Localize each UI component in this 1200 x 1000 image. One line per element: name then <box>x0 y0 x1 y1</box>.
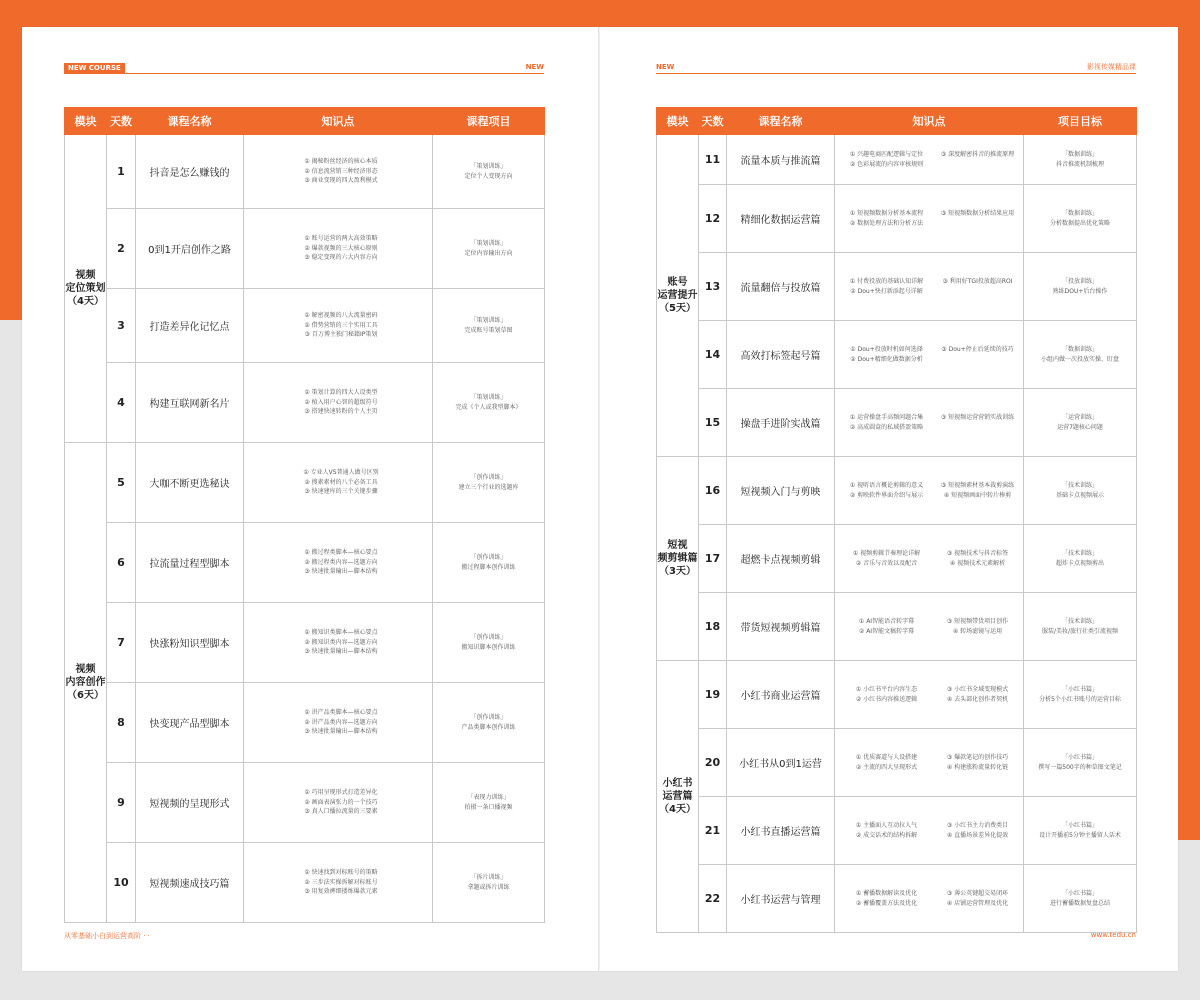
project-cell <box>1024 797 1137 865</box>
project-line: 「策划训练」 <box>470 316 507 324</box>
course-name-cell: 抖音是怎么赚钱的 <box>136 135 244 209</box>
knowledge-point: ④ 直播场景差异化提效 <box>946 831 1009 839</box>
project-line: 「小红书篇」 <box>1061 821 1098 829</box>
header-new-label: NEW <box>525 63 544 71</box>
module-cell <box>65 135 107 443</box>
column-header: 天数 <box>107 108 136 135</box>
knowledge-point: ② 爆款视频的三大核心原则 <box>304 244 378 252</box>
knowledge-point: ③ 利用好TGI投放超高ROI <box>942 278 1013 285</box>
knowledge-points-cell <box>244 523 433 603</box>
day-cell: 11 <box>699 135 727 185</box>
project-line: 「创作训练」 <box>470 633 507 641</box>
day-cell: 7 <box>107 603 136 683</box>
project-line: 「数据训练」 <box>1061 345 1098 353</box>
knowledge-points-cell <box>835 389 1024 457</box>
project-cell <box>1024 457 1137 525</box>
knowledge-point: ① 策划计算的四大人设类型 <box>304 389 378 397</box>
course-name-cell: 精细化数据运营篇 <box>727 185 835 253</box>
day-cell: 20 <box>699 729 727 797</box>
project-line: 完成账号策划草图 <box>464 326 513 334</box>
course-name-cell: 短视频入门与剪映 <box>727 457 835 525</box>
knowledge-points-cell <box>244 443 433 523</box>
project-line: 「数据训练」 <box>1061 150 1098 158</box>
project-line: 「技术训练」 <box>1061 549 1098 557</box>
knowledge-point: ② 信息流营销三种经济形态 <box>304 167 378 175</box>
knowledge-point: ③ 薄公英键超交易闭环 <box>946 890 1009 897</box>
project-cell <box>433 209 545 289</box>
knowledge-points-cell <box>835 253 1024 321</box>
day-cell: 9 <box>107 763 136 843</box>
table-row <box>65 603 545 683</box>
project-line: 服装/美妆/旅行社类引流视频 <box>1041 627 1119 635</box>
day-cell: 16 <box>699 457 727 525</box>
day-cell: 3 <box>107 289 136 363</box>
project-line: 基础卡点视频展示 <box>1055 491 1104 499</box>
knowledge-point: ② Dou+快打新添起号详解 <box>850 287 923 295</box>
table-row <box>657 865 1137 933</box>
project-line: 「创作训练」 <box>470 713 507 721</box>
project-cell <box>433 289 545 363</box>
table-header-row <box>657 108 1137 135</box>
module-name: 视频 定位策划 （4天） <box>65 270 106 307</box>
project-line: 「小红书篇」 <box>1061 889 1098 897</box>
header-new-label: NEW <box>656 63 675 71</box>
course-name-cell: 拉流量过程型脚本 <box>136 523 244 603</box>
course-name-cell: 小红书直播运营篇 <box>727 797 835 865</box>
knowledge-point: ③ Dou+停止后延续的技巧 <box>941 346 1014 353</box>
column-header: 模块 <box>65 108 107 135</box>
course-name-cell: 小红书运营与管理 <box>727 865 835 933</box>
project-cell <box>433 763 545 843</box>
project-line: 「拆片训练」 <box>470 873 507 881</box>
project-cell <box>1024 253 1137 321</box>
table-row <box>65 523 545 603</box>
project-line: 建立三个行业的选题库 <box>458 483 519 491</box>
knowledge-point: ① 专业人VS普通人做号区别 <box>303 469 379 477</box>
project-line: 「策划训练」 <box>470 393 507 401</box>
knowledge-point: ② 高成圆盒的私域搭盈策略 <box>849 423 924 431</box>
column-header: 模块 <box>657 108 699 135</box>
left-header <box>64 63 544 74</box>
project-line: 「投放训练」 <box>1061 277 1098 285</box>
project-line: 搬知识脚本创作训练 <box>461 643 516 651</box>
project-line: 「策划训练」 <box>470 239 507 247</box>
knowledge-point: ③ 短视频带货项目创作 <box>946 618 1009 625</box>
right-page <box>600 27 1178 971</box>
project-line: 完成《个人或我型脚本》 <box>455 403 522 411</box>
knowledge-point: ① 视频剪辑节奏理论详解 <box>852 550 921 557</box>
knowledge-point: ① 小红书平台内容生态 <box>855 686 918 693</box>
knowledge-point: ① 付费投放的基础认知详解 <box>849 278 924 285</box>
project-line: 「策划训练」 <box>470 162 507 170</box>
project-cell <box>433 523 545 603</box>
table-row <box>657 457 1137 525</box>
project-line: 「数据训练」 <box>1061 209 1098 217</box>
project-line: 「创作训练」 <box>470 553 507 561</box>
knowledge-point: ③ 快速建库的三个关键步骤 <box>304 488 378 496</box>
module-cell <box>657 135 699 457</box>
day-cell: 14 <box>699 321 727 389</box>
column-header: 课程名称 <box>136 108 244 135</box>
course-name-cell: 操盘手进阶实战篇 <box>727 389 835 457</box>
course-name-cell: 快涨粉知识型脚本 <box>136 603 244 683</box>
left-course-table <box>64 107 545 923</box>
project-cell <box>1024 865 1137 933</box>
knowledge-point: ③ 用复效裤细搂炼爆款元素 <box>304 888 378 896</box>
knowledge-point: ② 色彩展流的内容审核规则 <box>849 160 924 168</box>
knowledge-point <box>932 355 1023 365</box>
knowledge-point: ③ 真人口播拉流量的三要素 <box>304 808 378 816</box>
module-name: 短视 频剪辑篇 （3天） <box>657 540 698 577</box>
knowledge-point: ② 讲产品类内容—选题方向 <box>304 718 378 726</box>
table-row <box>657 389 1137 457</box>
knowledge-point: ① 讲产品类脚本—核心要点 <box>304 709 378 717</box>
knowledge-point <box>932 160 1023 170</box>
knowledge-point: ③ 短视频运营营销实战训练 <box>940 414 1015 421</box>
project-line: 超炸卡点视频剪出 <box>1055 559 1104 567</box>
knowledge-points-cell <box>835 865 1024 933</box>
knowledge-points-cell <box>244 209 433 289</box>
knowledge-point: ④ 转场滤镜与运用 <box>952 627 1003 635</box>
column-header: 项目目标 <box>1024 108 1137 135</box>
knowledge-point: ③ 深度解密抖音的推流原理 <box>940 151 1015 158</box>
knowledge-point: ④ 视频技术元素解析 <box>949 559 1006 567</box>
knowledge-point: ① 运营操盘手高频问题合集 <box>849 414 924 421</box>
knowledge-point: ③ 百万博主独门秘籍IP策划 <box>304 331 378 339</box>
knowledge-point: ② 成交话术的结构拆解 <box>855 831 918 839</box>
knowledge-points-cell <box>835 185 1024 253</box>
project-cell <box>433 683 545 763</box>
knowledge-point: ② 音乐与音效以及配音 <box>855 559 918 567</box>
day-cell: 2 <box>107 209 136 289</box>
project-line: 搬过程脚本创作训练 <box>461 563 516 571</box>
project-cell <box>1024 729 1137 797</box>
project-cell <box>1024 525 1137 593</box>
knowledge-point: ② 搬知识类内容—选题方向 <box>304 638 378 646</box>
table-header-row <box>65 108 545 135</box>
project-line: 定位内容输出方向 <box>464 249 513 257</box>
project-line: 「小红书篇」 <box>1061 685 1098 693</box>
project-line: 「技术训练」 <box>1061 481 1098 489</box>
project-line: 产品类脚本创作训练 <box>461 723 516 731</box>
project-cell <box>433 603 545 683</box>
project-line: 拍摄一条口播视频 <box>464 803 513 811</box>
day-cell: 21 <box>699 797 727 865</box>
knowledge-point: ② 搜素素材的八个必备工具 <box>304 478 378 486</box>
knowledge-point: ① 揭秘粉丝经济的核心本质 <box>304 158 378 166</box>
project-cell <box>1024 135 1137 185</box>
project-cell <box>433 363 545 443</box>
table-row <box>65 763 545 843</box>
course-name-cell: 大咖不断更选秘诀 <box>136 443 244 523</box>
knowledge-points-cell <box>244 289 433 363</box>
table-row <box>65 443 545 523</box>
table-row <box>65 363 545 443</box>
day-cell: 18 <box>699 593 727 661</box>
project-line: 运营7题核心问题 <box>1057 423 1103 431</box>
knowledge-point: ③ 商业变现的四大盈利模式 <box>304 177 378 185</box>
knowledge-point: ③ 爆款笔记的创作技巧 <box>946 754 1009 761</box>
table-row <box>65 843 545 923</box>
knowledge-point: ② AI智能文稿转字幕 <box>858 627 915 635</box>
knowledge-point: ② 剪映软件界面介绍与展示 <box>849 491 924 499</box>
course-name-cell: 打造差异化记忆点 <box>136 289 244 363</box>
module-name: 账号 运营提升 （5天） <box>657 277 698 314</box>
knowledge-point: ④ 店铺运营管理及优化 <box>946 899 1009 907</box>
knowledge-points-cell <box>244 603 433 683</box>
table-row <box>657 525 1137 593</box>
knowledge-point: ③ 快速批量输出—脚本结构 <box>304 648 378 656</box>
project-line: 定位个人变现方向 <box>464 172 513 180</box>
day-cell: 6 <box>107 523 136 603</box>
project-cell <box>1024 389 1137 457</box>
module-cell <box>657 661 699 933</box>
course-name-cell: 构建互联网新名片 <box>136 363 244 443</box>
knowledge-point: ② 借势营销的三个实用工具 <box>304 321 378 329</box>
course-name-cell: 超燃卡点视频剪辑 <box>727 525 835 593</box>
project-cell <box>1024 321 1137 389</box>
course-name-cell: 高效打标签起号篇 <box>727 321 835 389</box>
table-row <box>65 135 545 209</box>
module-cell <box>65 443 107 923</box>
table-row <box>657 185 1137 253</box>
project-cell <box>433 843 545 923</box>
knowledge-point: ④ 构建涨粉流量转化链 <box>946 763 1009 771</box>
table-row <box>657 321 1137 389</box>
column-header: 课程项目 <box>433 108 545 135</box>
knowledge-point: ① Dou+投放时机如何选择 <box>850 346 923 353</box>
knowledge-point: ② 植入用户心智的超级符号 <box>304 398 378 406</box>
table-row <box>657 797 1137 865</box>
knowledge-points-cell <box>835 457 1024 525</box>
knowledge-point <box>932 219 1023 229</box>
knowledge-points-cell <box>244 683 433 763</box>
knowledge-point: ③ 短视频素材基本裁剪演练 <box>940 482 1015 489</box>
project-line: 设计开播前5分钟主播留人话术 <box>1039 831 1121 839</box>
project-line: 进行蓄播数据复盘总结 <box>1049 899 1110 907</box>
knowledge-point: ② 画面表演张力的一个技巧 <box>304 798 378 806</box>
knowledge-point: ③ 快速批量输出—脚本结构 <box>304 568 378 576</box>
project-line: 拿题或拆片训练 <box>467 883 510 891</box>
header-course-label: 影视传媒精品课 <box>1087 63 1136 71</box>
knowledge-point: ① AI智能语音转字幕 <box>858 618 915 625</box>
knowledge-point: ② 蓄播覆盖方法及优化 <box>855 899 918 907</box>
table-row <box>657 593 1137 661</box>
knowledge-points-cell <box>244 763 433 843</box>
knowledge-point: ① 蓄播数据解读及优化 <box>855 890 918 897</box>
project-cell <box>433 443 545 523</box>
column-header: 课程名称 <box>727 108 835 135</box>
module-cell <box>657 457 699 661</box>
day-cell: 5 <box>107 443 136 523</box>
table-row <box>657 729 1137 797</box>
day-cell: 8 <box>107 683 136 763</box>
course-name-cell: 0到1开启创作之路 <box>136 209 244 289</box>
knowledge-point: ④ 短视频画面中转片棒剪 <box>943 491 1012 499</box>
course-name-cell: 带货短视频剪辑篇 <box>727 593 835 661</box>
day-cell: 19 <box>699 661 727 729</box>
project-line: 「技术训练」 <box>1061 617 1098 625</box>
knowledge-point: ① 账号运营的两大高效策略 <box>304 235 378 243</box>
course-name-cell: 短视频速成技巧篇 <box>136 843 244 923</box>
knowledge-point: ① 优质赛道与人设搭建 <box>855 754 918 761</box>
knowledge-point: ② 小红书内容推送逻辑 <box>855 695 918 703</box>
project-line: 「小红书篇」 <box>1061 753 1098 761</box>
knowledge-point: ③ 短视频数据分析结果应用 <box>940 210 1015 217</box>
knowledge-point: ① 主播面人互动拉人气 <box>855 822 918 829</box>
knowledge-point: ① 解密视频的八大流量密码 <box>304 312 378 320</box>
knowledge-point: ① 搬知识类脚本—核心要点 <box>304 629 378 637</box>
right-header <box>656 63 1136 74</box>
table-row <box>657 253 1137 321</box>
knowledge-points-cell <box>835 525 1024 593</box>
right-course-table <box>656 107 1137 933</box>
knowledge-point: ① 巧用呈现形式打造差异化 <box>304 789 378 797</box>
right-footer-text: www.tedu.cn <box>1090 931 1136 939</box>
knowledge-points-cell <box>835 729 1024 797</box>
knowledge-point: ② 搬过程类内容—选题方向 <box>304 558 378 566</box>
table-row <box>657 135 1137 185</box>
knowledge-points-cell <box>244 363 433 443</box>
knowledge-point: ③ 快速批量输出—脚本结构 <box>304 728 378 736</box>
knowledge-point: ② 三步法实操拆解对标账号 <box>304 878 378 886</box>
knowledge-points-cell <box>835 321 1024 389</box>
course-name-cell: 短视频的呈现形式 <box>136 763 244 843</box>
header-badge: NEW COURSE <box>64 63 125 74</box>
day-cell: 13 <box>699 253 727 321</box>
project-line: 分析5个小红书账号的运营目标 <box>1039 695 1121 703</box>
left-footer-text: 从零基础小白到运营高阶 · · <box>64 932 150 940</box>
project-line: 抖音推流机制梳理 <box>1055 160 1104 168</box>
day-cell: 1 <box>107 135 136 209</box>
course-name-cell: 流量本质与推流篇 <box>727 135 835 185</box>
column-header: 天数 <box>699 108 727 135</box>
knowledge-point: ③ 小红书全域变现模式 <box>946 686 1009 693</box>
table-row <box>65 209 545 289</box>
knowledge-point: ③ 视频技术与抖音标签 <box>946 550 1009 557</box>
day-cell: 10 <box>107 843 136 923</box>
knowledge-point: ④ 去头部化创作者契机 <box>946 695 1009 703</box>
course-name-cell: 快变现产品型脚本 <box>136 683 244 763</box>
project-cell <box>1024 185 1137 253</box>
day-cell: 17 <box>699 525 727 593</box>
column-header: 知识点 <box>835 108 1024 135</box>
project-cell <box>433 135 545 209</box>
column-header: 知识点 <box>244 108 433 135</box>
project-line: 分析数据提出优化策略 <box>1049 219 1110 227</box>
project-line: 撰写一篇500字的种草图文笔记 <box>1038 763 1122 771</box>
day-cell: 22 <box>699 865 727 933</box>
project-line: 熟练DOU+后台操作 <box>1052 287 1108 295</box>
knowledge-points-cell <box>835 135 1024 185</box>
knowledge-point: ① 搬过程类脚本—核心要点 <box>304 549 378 557</box>
day-cell: 15 <box>699 389 727 457</box>
knowledge-point <box>932 423 1023 433</box>
project-line: 小组内做一次投放实操、盯盘 <box>1040 355 1119 363</box>
project-cell <box>1024 593 1137 661</box>
course-name-cell: 流量翻倍与投放篇 <box>727 253 835 321</box>
knowledge-points-cell <box>244 135 433 209</box>
table-row <box>65 683 545 763</box>
project-line: 「表现力训练」 <box>467 793 510 801</box>
module-name: 小红书 运营篇 （4天） <box>659 778 696 815</box>
day-cell: 12 <box>699 185 727 253</box>
knowledge-points-cell <box>835 661 1024 729</box>
left-page <box>22 27 600 971</box>
course-name-cell: 小红书商业运营篇 <box>727 661 835 729</box>
knowledge-point: ③ 搭建快速转粉的个人主页 <box>304 408 378 416</box>
knowledge-point: ② 主流的四大呈现形式 <box>855 763 918 771</box>
day-cell: 4 <box>107 363 136 443</box>
knowledge-point: ① 快速找到对标账号的策略 <box>304 869 378 877</box>
module-name: 视频 内容创作 （6天） <box>65 664 106 701</box>
knowledge-point: ① 短视频数据分析基本流程 <box>849 210 924 217</box>
knowledge-point: ② 数据处理方法和分析方法 <box>849 219 924 227</box>
knowledge-points-cell <box>244 843 433 923</box>
knowledge-point <box>932 287 1023 297</box>
knowledge-point: ① 兴趣电商匹配逻辑与定位 <box>849 151 924 158</box>
knowledge-point: ② Dou+精细化做数据分析 <box>850 355 923 363</box>
table-row <box>65 289 545 363</box>
table-row <box>657 661 1137 729</box>
knowledge-points-cell <box>835 593 1024 661</box>
knowledge-point: ③ 稳定变现的六大内容方向 <box>304 254 378 262</box>
project-line: 「创作训练」 <box>470 473 507 481</box>
knowledge-point: ③ 小红书主力消费类目 <box>946 822 1009 829</box>
knowledge-points-cell <box>835 797 1024 865</box>
course-name-cell: 小红书从0到1运营 <box>727 729 835 797</box>
project-line: 「运营训练」 <box>1061 413 1098 421</box>
project-cell <box>1024 661 1137 729</box>
knowledge-point: ① 视听语言概论剪辑的意义 <box>849 482 924 489</box>
